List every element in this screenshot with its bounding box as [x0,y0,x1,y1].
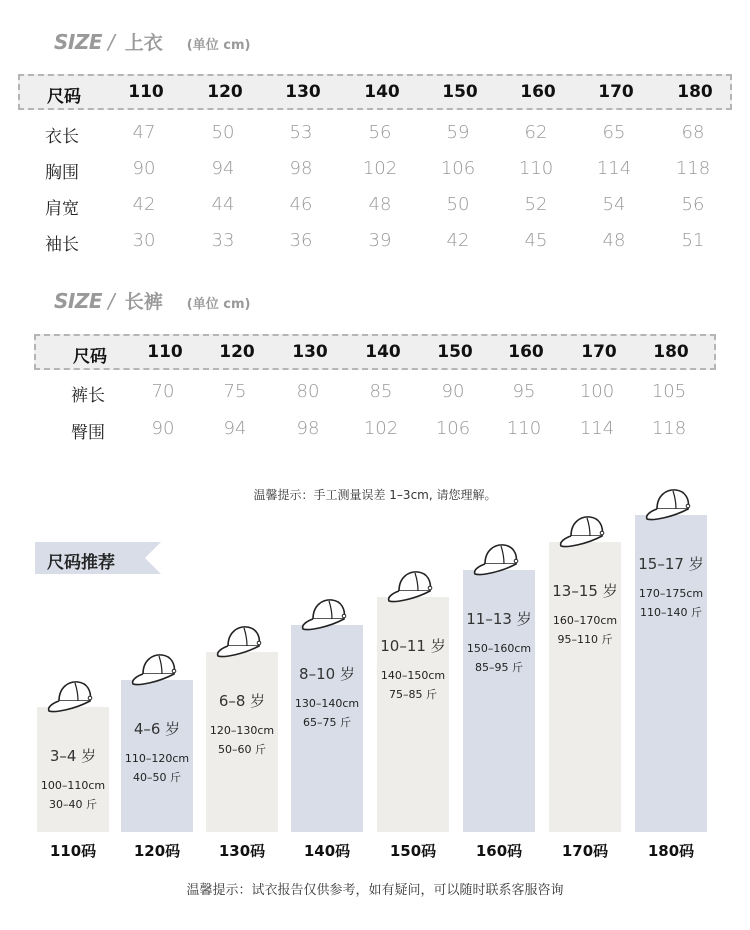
size-table-row [0,194,750,226]
size-value-cell: 56 [681,194,705,215]
size-value-cell: 94 [223,418,247,439]
size-header-cell: 170 [598,82,634,102]
size-header-cell: 140 [365,342,401,362]
size-value-cell: 48 [602,230,626,251]
weight-range: 95–110 斤 [557,633,613,646]
cap-icon [471,540,523,580]
size-value-cell: 56 [368,122,392,143]
row-label: 衣长 [45,127,79,147]
size-recommend-bar [291,625,363,833]
size-word: SIZE [54,289,103,313]
size-value-cell: 105 [651,381,687,402]
size-value-cell: 44 [211,194,235,215]
title-slash: / [108,289,115,313]
age-range: 15–17 岁 [638,554,704,573]
size-value-cell: 94 [211,158,235,179]
size-recommend-bar [206,652,278,832]
unit-note: (单位 cm) [186,297,251,312]
size-value-cell: 39 [368,230,392,251]
measure-note: 温馨提示：手工测量误差 1–3cm, 请您理解。 [253,488,497,502]
recommend-tag [35,542,161,574]
size-value-cell: 106 [435,418,471,439]
cap-icon [643,485,695,525]
size-table-row [0,158,750,190]
size-value-cell: 98 [289,158,313,179]
size-value-cell: 114 [596,158,632,179]
age-range: 13–15 岁 [552,582,618,600]
cap-icon [214,622,266,662]
size-value-cell: 118 [675,158,711,179]
size-value-cell: 42 [446,230,470,251]
size-recommend-bar [549,542,621,832]
top-section-title [54,28,250,55]
size-value-cell: 52 [524,194,548,215]
size-value-cell: 51 [681,230,705,251]
height-range: 130–140cm [294,696,360,710]
size-value-cell: 47 [132,122,156,143]
size-header-cell: 150 [437,342,473,362]
size-value-cell: 68 [681,122,705,143]
size-value-cell: 42 [132,194,156,215]
size-value-cell: 50 [211,122,235,143]
pants-size-header [34,334,716,370]
weight-range: 65–75 斤 [303,715,351,729]
cap-graphic [385,567,437,611]
size-value-cell: 100 [579,381,615,402]
recommend-tag-label: 尺码推荐 [47,553,115,573]
size-header-cell: 110 [147,342,183,362]
age-range: 8–10 岁 [299,664,355,683]
size-value-cell: 106 [440,158,476,179]
size-value-cell: 75 [223,381,247,402]
size-header-label: 尺码 [47,87,81,107]
size-value-cell: 46 [289,194,313,215]
cap-graphic [129,650,181,694]
cap-icon [557,512,609,552]
size-header-cell: 170 [581,342,617,362]
category-name: 上衣 [124,32,163,54]
size-header-cell: 180 [653,342,689,362]
age-range: 11–13 岁 [466,609,532,628]
size-value-cell: 50 [446,194,470,215]
weight-range: 40–50 斤 [133,770,181,784]
size-value-cell: 114 [579,418,615,439]
size-header-cell: 130 [292,342,328,362]
size-label: 150码 [389,842,437,860]
size-value-cell: 118 [651,418,687,439]
pants-section-title [54,287,250,314]
size-header-cell: 150 [442,82,478,102]
age-range: 3–4 岁 [49,747,97,765]
height-range: 120–130cm [209,724,275,737]
weight-range: 110–140 斤 [640,605,702,619]
size-label: 180码 [647,842,695,860]
cap-graphic [299,595,351,639]
cap-icon [129,650,181,690]
size-label: 120码 [133,842,181,860]
size-value-cell: 54 [602,194,626,215]
age-range: 10–11 岁 [380,637,446,655]
height-range: 170–175cm [638,586,704,600]
size-header-cell: 180 [677,82,713,102]
size-value-cell: 90 [132,158,156,179]
size-header-cell: 160 [520,82,556,102]
size-value-cell: 33 [211,230,235,251]
age-range: 6–8 岁 [218,692,266,710]
size-recommend-bar [463,570,535,833]
footer-note: 温馨提示：试衣报告仅供参考，如有疑问，可以随时联系客服咨询 [186,883,564,898]
size-header-cell: 110 [128,82,164,102]
cap-icon [45,677,97,717]
category-name: 长裤 [124,291,163,313]
weight-range: 50–60 斤 [218,743,266,756]
size-recommend-bar [37,707,109,832]
size-value-cell: 90 [441,381,465,402]
size-value-cell: 36 [289,230,313,251]
cap-graphic [45,677,97,721]
size-recommend-bar [377,597,449,832]
size-label: 160码 [475,842,523,860]
cap-graphic [557,512,609,556]
cap-graphic [643,485,695,529]
size-recommend-bar [635,515,707,833]
size-table-row [0,230,750,262]
size-header-cell: 120 [207,82,243,102]
size-header-cell: 160 [508,342,544,362]
size-value-cell: 59 [446,122,470,143]
size-table-row [0,418,750,450]
cap-graphic [471,540,523,584]
size-label: 130码 [218,842,266,860]
size-table-row [0,122,750,154]
height-range: 150–160cm [466,641,532,655]
top-size-header [18,74,732,110]
age-range: 4–6 岁 [133,719,181,738]
row-label: 肩宽 [45,199,79,219]
size-value-cell: 85 [369,381,393,402]
row-label: 袖长 [45,235,79,255]
size-label: 110码 [49,842,97,860]
size-value-cell: 53 [289,122,313,143]
size-header-cell: 120 [219,342,255,362]
size-label: 140码 [303,842,351,860]
size-word: SIZE [54,30,103,54]
size-header-label: 尺码 [73,347,107,367]
title-slash: / [108,30,115,54]
size-table-row [0,381,750,413]
size-value-cell: 98 [296,418,320,439]
size-value-cell: 102 [363,418,399,439]
height-range: 100–110cm [40,779,106,792]
size-value-cell: 30 [132,230,156,251]
size-value-cell: 95 [512,381,536,402]
size-value-cell: 65 [602,122,626,143]
unit-note: (单位 cm) [186,38,251,53]
size-header-cell: 130 [285,82,321,102]
cap-icon [299,595,351,635]
size-value-cell: 110 [506,418,542,439]
size-value-cell: 62 [524,122,548,143]
size-value-cell: 48 [368,194,392,215]
height-range: 160–170cm [552,614,618,627]
row-label: 胸围 [45,163,79,183]
size-value-cell: 80 [296,381,320,402]
size-value-cell: 90 [151,418,175,439]
size-recommend-bar [121,680,193,833]
size-value-cell: 110 [518,158,554,179]
height-range: 140–150cm [380,669,446,682]
weight-range: 30–40 斤 [49,798,97,811]
size-value-cell: 45 [524,230,548,251]
weight-range: 85–95 斤 [475,660,523,674]
cap-graphic [214,622,266,666]
size-header-cell: 140 [364,82,400,102]
row-label: 裤长 [71,386,105,406]
size-value-cell: 70 [151,381,175,402]
height-range: 110–120cm [124,751,190,765]
weight-range: 75–85 斤 [389,688,437,701]
size-label: 170码 [561,842,609,860]
row-label: 臀围 [71,423,105,443]
cap-icon [385,567,437,607]
size-value-cell: 102 [362,158,398,179]
